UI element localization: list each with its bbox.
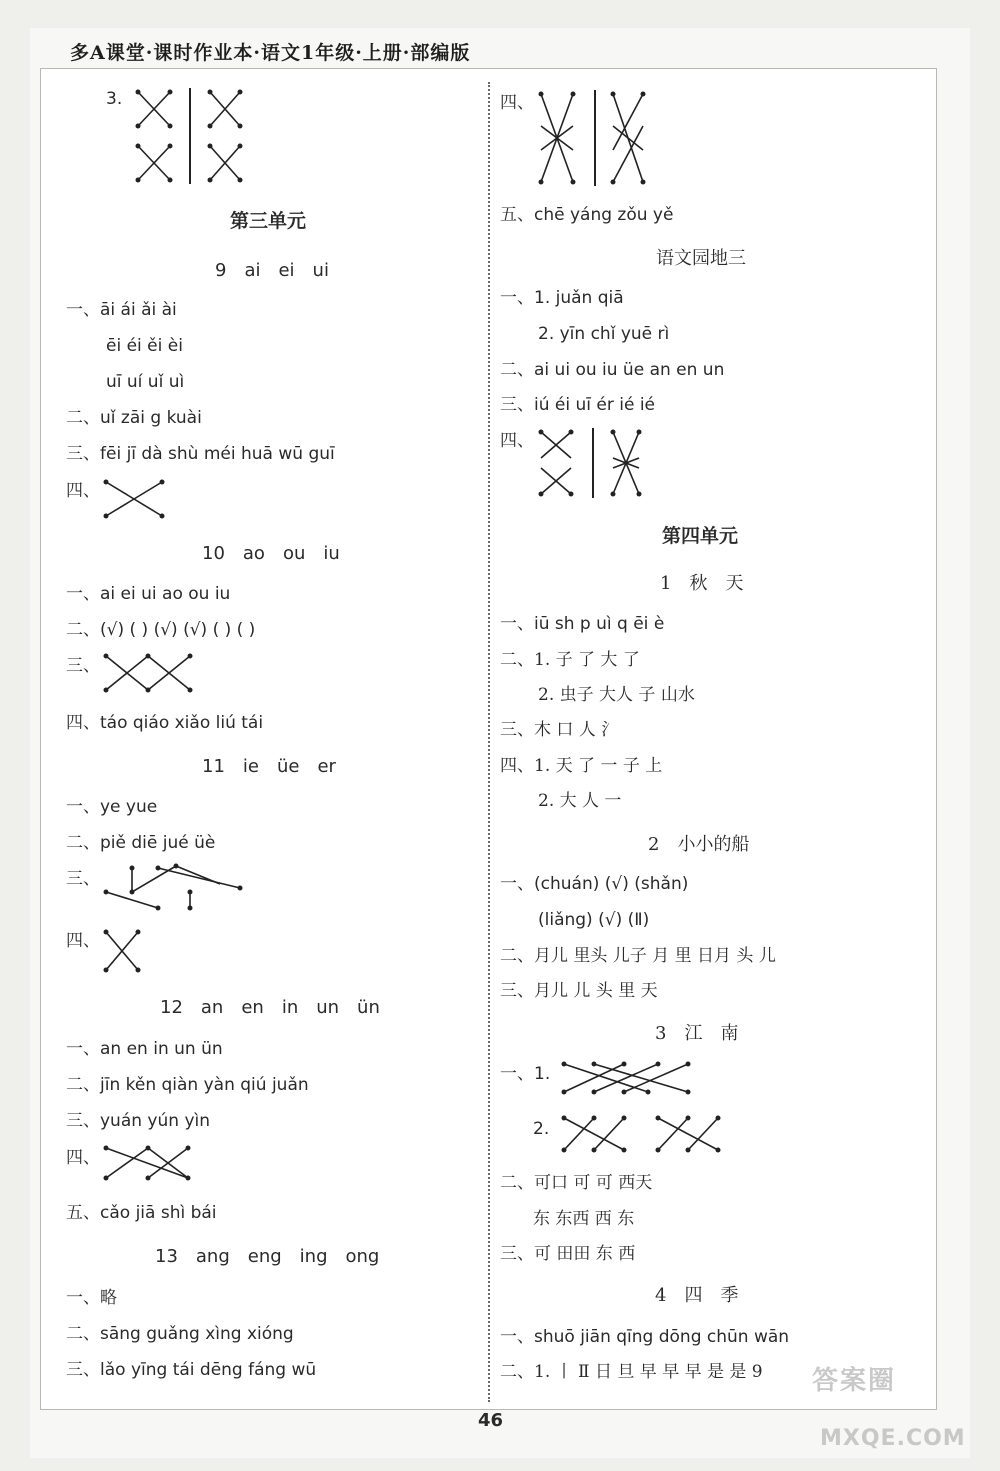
watermark-logo: 答案圈 <box>812 1366 897 1396</box>
lesson-13-q3: 三、lǎo yīng tái dēng fáng wū <box>66 1360 317 1380</box>
lesson-jiangnan-title: 3 江 南 <box>655 1023 739 1044</box>
garden-q1-1: 一、1. juǎn qiā <box>500 288 624 308</box>
lesson-9-q4-label: 四、 <box>66 481 100 501</box>
lesson-12-q1: 一、an en in un ün <box>66 1039 223 1059</box>
lesson-10-q4: 四、táo qiáo xiǎo liú tái <box>66 713 264 733</box>
boat-q1-row1: 一、(chuán) (√) (shǎn) <box>500 874 689 894</box>
lesson-10-q3-label: 三、 <box>66 656 100 676</box>
garden-q1-2: 2. yīn chǐ yuē rì <box>538 324 670 344</box>
page-header: 多A课堂·课时作业本·语文1年级·上册·部编版 <box>70 42 471 64</box>
jiangnan-q3: 三、可 田田 东 西 <box>500 1244 636 1264</box>
jiangnan-q2-row2: 东 东西 西 东 <box>533 1209 635 1229</box>
lesson-9-q2: 二、uǐ zāi g kuài <box>66 408 202 428</box>
lesson-12-title: 12 an en in un ün <box>160 997 380 1018</box>
lesson-10-q2: 二、(√) ( ) (√) (√) ( ) ( ) <box>66 620 256 640</box>
garden-q2: 二、ai ui ou iu üe an en un <box>500 360 725 380</box>
lesson-9-q3: 三、fēi jī dà shù méi huā wū guī <box>66 444 335 464</box>
lesson-13-q2: 二、sāng guǎng xìng xióng <box>66 1324 294 1344</box>
garden-q3: 三、iú éi uī ér ié ié <box>500 395 656 415</box>
lesson-10-title: 10 ao ou iu <box>202 543 340 564</box>
lesson-11-title: 11 ie üe er <box>202 756 336 777</box>
jiangnan-q1-2-label: 2. <box>533 1119 550 1139</box>
lesson-12-q4-label: 四、 <box>66 1148 100 1168</box>
autumn-q4-2: 2. 大 人 一 <box>538 791 622 811</box>
lesson-12-matching-figure <box>100 1142 200 1187</box>
autumn-q2-2: 2. 虫子 大人 子 山水 <box>538 685 695 705</box>
lesson-9-matching-figure <box>100 478 180 523</box>
autumn-q2-1: 二、1. 子 了 大 了 <box>500 650 640 670</box>
right-q4-label: 四、 <box>500 93 534 113</box>
unit-4-heading: 第四单元 <box>662 525 739 547</box>
lesson-12-q2: 二、jīn kěn qiàn yàn qiú juǎn <box>66 1075 309 1095</box>
item-3-label: 3. <box>106 89 123 109</box>
right-q5: 五、chē yáng zǒu yě <box>500 205 674 225</box>
lesson-boat-title: 2 小小的船 <box>648 834 750 855</box>
garden-3-title: 语文园地三 <box>656 248 746 269</box>
lesson-11-cross-figure <box>100 928 150 978</box>
lesson-9-q1-row3: uī uí uǐ uì <box>106 372 185 392</box>
seasons-q1: 一、shuō jiān qīng dōng chūn wān <box>500 1327 790 1347</box>
autumn-q1: 一、iū sh p uì q ēi è <box>500 614 665 634</box>
page-number: 46 <box>478 1410 504 1431</box>
boat-q2: 二、月儿 里头 儿子 月 里 日月 头 儿 <box>500 946 776 966</box>
lesson-autumn-title: 1 秋 天 <box>660 573 744 594</box>
seasons-q2-1: 二、1. 丨 Ⅱ 日 旦 早 早 早 是 是 9 <box>500 1362 763 1382</box>
lesson-9-title: 9 ai ei ui <box>215 260 329 281</box>
jiangnan-q2-row1: 二、可口 可 可 西天 <box>500 1173 653 1193</box>
watermark-url: MXQE.COM <box>820 1426 966 1451</box>
boat-q3: 三、月儿 儿 头 里 天 <box>500 981 658 1001</box>
lesson-13-title: 13 ang eng ing ong <box>155 1246 380 1267</box>
jiangnan-q1-1-label: 一、1. <box>500 1064 551 1084</box>
unit-3-heading: 第三单元 <box>230 210 307 232</box>
boat-q1-row2: (liǎng) (√) (Ⅱ) <box>538 910 650 930</box>
lesson-10-matching-figure <box>100 652 210 697</box>
lesson-11-q4-label: 四、 <box>66 931 100 951</box>
lesson-9-q1-row2: ēi éi ěi èi <box>106 336 183 356</box>
autumn-q4-1: 四、1. 天 了 一 子 上 <box>500 756 663 776</box>
lesson-9-q1-row1: 一、āi ái ǎi ài <box>66 300 177 320</box>
jiangnan-q1-2-figure <box>558 1112 728 1157</box>
jiangnan-q1-1-figure <box>558 1058 708 1103</box>
lesson-11-q2: 二、piě diē jué üè <box>66 833 216 853</box>
lesson-11-matching-figure <box>100 862 250 917</box>
garden-q4-label: 四、 <box>500 431 534 451</box>
lesson-12-q5: 五、cǎo jiā shì bái <box>66 1203 217 1223</box>
autumn-q3: 三、木 口 人 氵 <box>500 720 619 740</box>
lesson-11-q1: 一、ye yue <box>66 797 158 817</box>
lesson-12-q3: 三、yuán yún yìn <box>66 1111 211 1131</box>
column-divider <box>488 82 490 1402</box>
garden-q4-matching-figure <box>535 428 655 503</box>
lesson-10-q1: 一、ai ei ui ao ou iu <box>66 584 231 604</box>
right-q4-matching-figure <box>535 90 655 190</box>
lesson-11-q3-label: 三、 <box>66 869 100 889</box>
lesson-seasons-title: 4 四 季 <box>655 1285 739 1306</box>
matching-figure-3 <box>130 88 250 188</box>
lesson-13-q1: 一、略 <box>66 1288 117 1308</box>
